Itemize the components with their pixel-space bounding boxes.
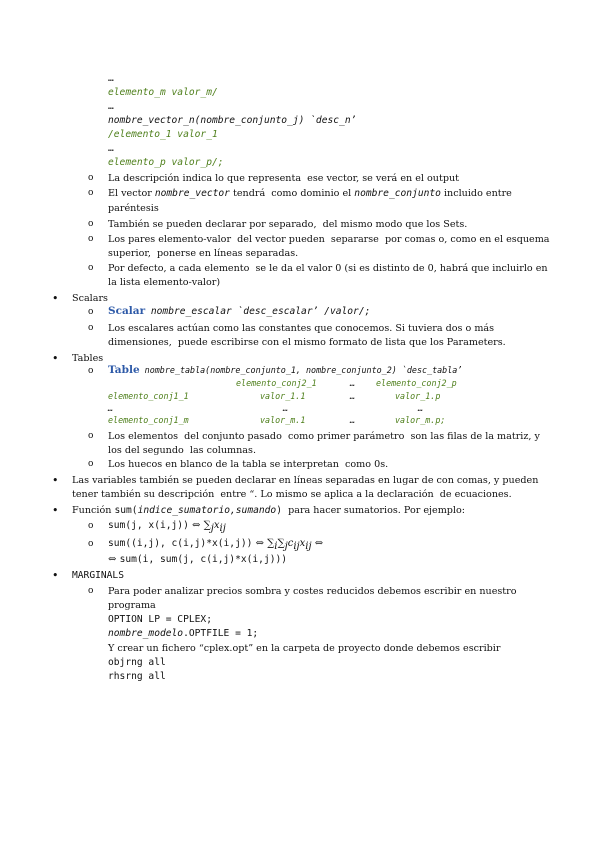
table-row3-valuep: valor_m.p; (395, 415, 446, 425)
vector-note-2-cont: paréntesis (108, 203, 159, 214)
sum-example-3: ⇔ sum(i, sum(j, c(i,j)*x(i,j))) (108, 554, 288, 565)
tables-note-1-cont: los del segundo las columnas. (108, 445, 256, 456)
sum-example-1: sum(j, x(i,j)) ⇔ $\sum_jx_{ij}$ (108, 520, 226, 534)
table-row2-dots: … (283, 403, 289, 413)
circle-bullet-icon: o (88, 188, 94, 198)
vector-note-5: Por defecto, a cada elemento se le da el valor 0 (si es distinto de 0, habrá que incluirlo en (108, 263, 548, 274)
code-elemento-m: elemento_m valor_m/ (108, 87, 218, 98)
code-dots: … (108, 101, 114, 112)
circle-bullet-icon: o (88, 234, 94, 244)
circle-bullet-icon: o (88, 539, 94, 549)
table-row3-label: elemento_conj1_m (108, 415, 189, 425)
circle-bullet-icon: o (88, 366, 94, 376)
marginals-note-1: Para poder analizar precios sombra y costes reducidos debemos escribir en nuestro (108, 586, 517, 597)
scalars-note-2: dimensiones, puede escribirse con el mismo formato de lista que los Parameters. (108, 337, 506, 348)
table-code: Table nombre_tabla(nombre_conjunto_1, nombre_conjunto_2) `desc_tabla’ (108, 364, 463, 376)
table-row2-dots: … (108, 403, 114, 413)
circle-bullet-icon: o (88, 173, 94, 183)
code-elemento-p: elemento_p valor_p/; (108, 157, 224, 168)
variables-note-1: Las variables también se pueden declarar en líneas separadas en lugar de con comas, y pueden (72, 475, 539, 486)
table-row1-value1: valor_1.1 (260, 391, 306, 401)
bullet-icon: • (52, 474, 59, 487)
table-header-col2: elemento_conj2_p (376, 378, 457, 388)
bullet-icon: • (52, 292, 59, 305)
marginals-code-option: OPTION LP = CPLEX; (108, 614, 212, 625)
bullet-icon: • (52, 352, 59, 365)
bullet-icon: • (52, 504, 59, 517)
vector-note-2: El vector nombre_vector tendrá como dominio el nombre_conjunto incluido entre (108, 188, 512, 199)
scalars-heading: Scalars (72, 293, 108, 304)
marginals-note-1-cont: programa (108, 600, 156, 611)
circle-bullet-icon: o (88, 521, 94, 531)
code-nombre-vector: nombre_vector_n(nombre_conjunto_j) `desc_n’ (108, 115, 357, 126)
marginals-code-objrng: objrng all (108, 657, 166, 668)
table-header-col1: elemento_conj2_1 (236, 378, 317, 388)
table-row3-value1: valor_m.1 (260, 415, 306, 425)
circle-bullet-icon: o (88, 263, 94, 273)
code-dots: … (108, 143, 114, 154)
vector-note-1: La descripción indica lo que representa ese vector, se verá en el output (108, 173, 460, 184)
code-elemento-1: /elemento_1 valor_1 (108, 129, 218, 140)
circle-bullet-icon: o (88, 459, 94, 469)
vector-note-4: Los pares elemento-valor del vector pueden separarse por comas o, como en el esquema (108, 234, 550, 245)
circle-bullet-icon: o (88, 586, 94, 596)
circle-bullet-icon: o (88, 219, 94, 229)
funcion-sum: Función sum(indice_sumatorio,sumando) para hacer sumatorios. Por ejemplo: (72, 505, 466, 516)
table-header-dots: … (350, 378, 356, 388)
table-row1-valuep: valor_1.p (395, 391, 441, 401)
circle-bullet-icon: o (88, 307, 94, 317)
scalars-note-1: Los escalares actúan como las constantes que conocemos. Si tuviera dos o más (108, 323, 495, 334)
sum-example-2: sum((i,j), c(i,j)*x(i,j)) ⇔ $\sum_i\sum_jc_{ij}x_{ij}$ ⇔ (108, 538, 324, 552)
marginals-code-rhsrng: rhsrng all (108, 671, 166, 682)
vector-note-4-cont: superior, ponerse en líneas separadas. (108, 248, 299, 259)
code-dots: … (108, 73, 114, 84)
table-row2-dots: … (418, 403, 424, 413)
circle-bullet-icon: o (88, 323, 94, 333)
marginals-code-optfile: nombre_modelo.OPTFILE = 1; (108, 628, 259, 639)
tables-note-2: Los huecos en blanco de la tabla se interpretan como 0s. (108, 459, 389, 470)
vector-note-3: También se pueden declarar por separado, del mismo modo que los Sets. (108, 219, 468, 230)
tables-note-1: Los elementos del conjunto pasado como primer parámetro son las filas de la matriz, y (108, 431, 540, 442)
table-row1-dots: … (350, 391, 356, 401)
scalar-code: Scalar nombre_escalar `desc_escalar’ /valor/; (108, 305, 371, 317)
bullet-icon: • (52, 569, 59, 582)
tables-heading: Tables (72, 353, 104, 364)
vector-note-5-cont: la lista elemento-valor) (108, 277, 221, 288)
variables-note-2: tener también su descripción entre “. Lo mismo se aplica a la declaración de ecuaciones. (72, 489, 512, 500)
marginals-heading: MARGINALS (72, 570, 124, 581)
circle-bullet-icon: o (88, 431, 94, 441)
table-row3-dots: … (350, 415, 356, 425)
table-row1-label: elemento_conj1_1 (108, 391, 189, 401)
marginals-note-2: Y crear un fichero “cplex.opt” en la carpeta de proyecto donde debemos escribir (108, 643, 501, 654)
